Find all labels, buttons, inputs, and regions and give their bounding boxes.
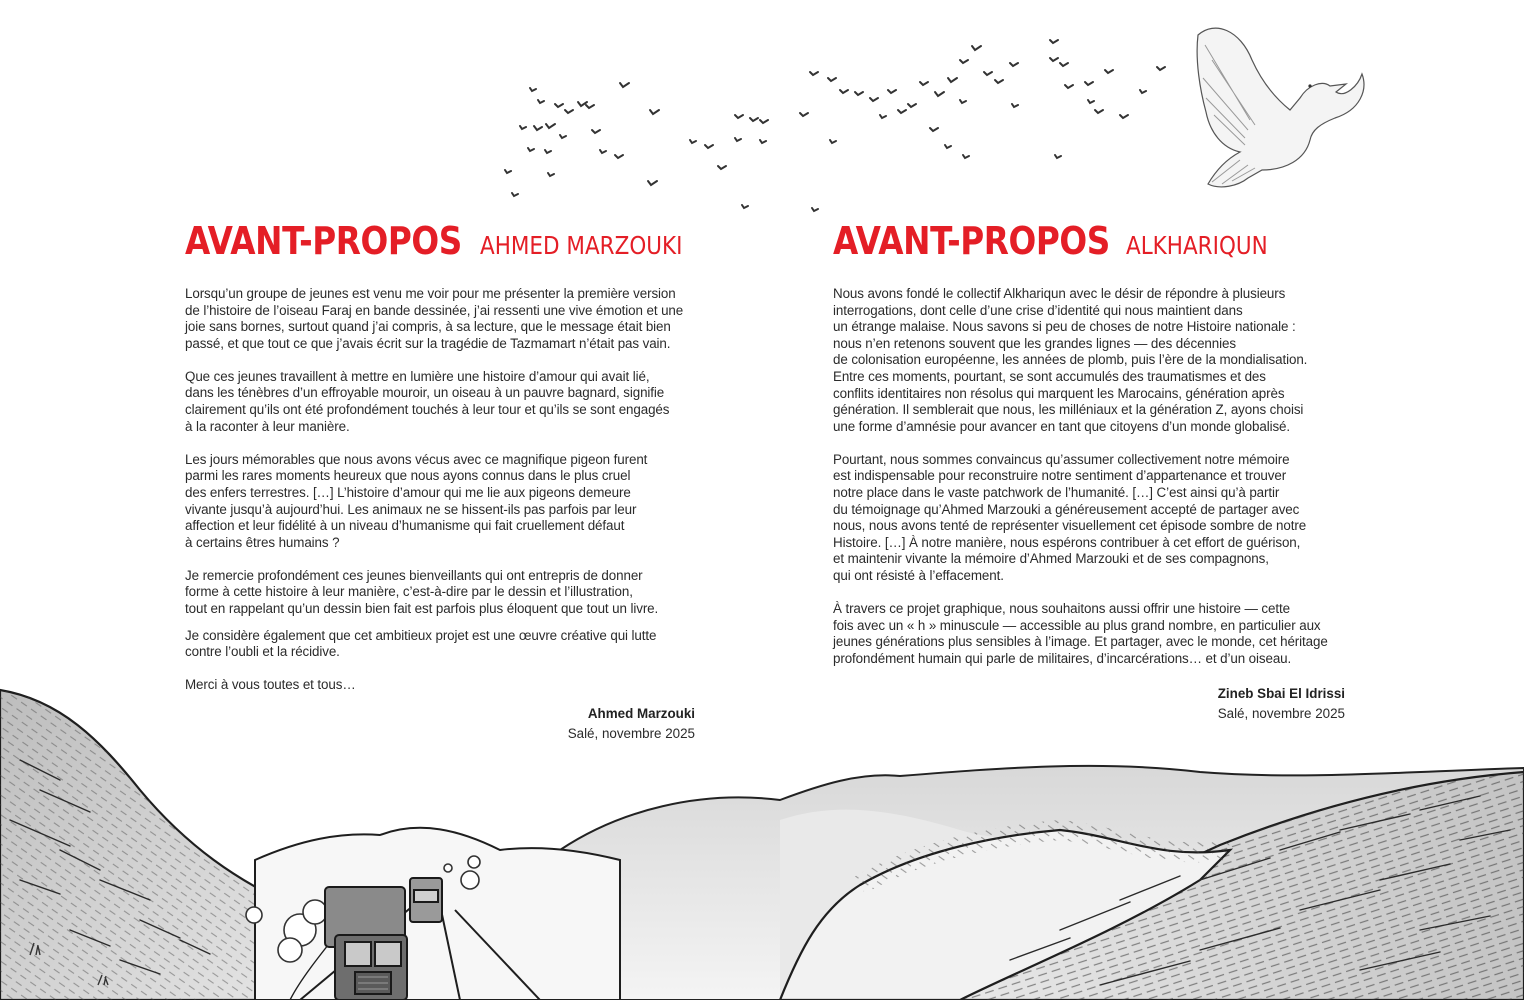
text-line: vivante jusqu’à aujourd’hui. Les animaux ne se hissent-ils pas parfois par leur [185, 501, 637, 517]
text-line: dans les ténèbres d’un effroyable mouroir, un oiseau à un pauvre bagnard, signifie [185, 385, 665, 401]
text-line: interrogations, dont celle d’une crise d’identité qui nous maintient dans [833, 302, 1243, 318]
section-heading [833, 218, 1345, 264]
flock-of-birds-icon [505, 40, 1165, 211]
text-line: est indispensable pour reconstruire notre sentiment d’appartenance et trouver [833, 468, 1287, 484]
foreword-body [185, 286, 695, 744]
text-line: génération. Il semblerait que nous, les milléniaux et la génération Z, ayons choisi [833, 402, 1304, 418]
paragraph [185, 628, 695, 661]
text-line: forme à cette histoire à leur manière, c’est-à-dire par le dessin et l’illustration, [185, 584, 633, 600]
text-line: fois avec un « h » minuscule — accessible au plus grand nombre, en particulier aux [833, 617, 1321, 633]
text-line: du témoignage qu’Ahmed Marzouki a généreusement accepté de partager avec [833, 501, 1300, 517]
text-line: un étrange malaise. Nous savons si peu de choses de notre Histoire nationale : [833, 319, 1296, 335]
text-line: Nous avons fondé le collectif Alkhariqun avec le désir de répondre à plusieurs [833, 286, 1286, 301]
paragraph [185, 677, 695, 694]
text-line: joie sans bornes, surtout quand j’ai compris, à sa lecture, que le message était bien [185, 319, 671, 335]
text-line: À travers ce projet graphique, nous souhaitons aussi offrir une histoire — cette [833, 601, 1290, 617]
paragraph [185, 452, 695, 552]
text-line: contre l’oubli et la récidive. [185, 644, 340, 660]
paragraph [185, 369, 695, 435]
heading-author: AHMED MARZOUKI [479, 231, 683, 260]
paragraph [185, 286, 695, 352]
text-line: Je considère également que cet ambitieux projet est une œuvre créative qui lutte [185, 627, 657, 643]
text-line: Les jours mémorables que nous avons vécus avec ce magnifique pigeon furent [185, 451, 648, 467]
signature-place-date: Salé, novembre 2025 [567, 726, 695, 742]
text-line: de l’histoire de l’oiseau Faraj en bande dessinée, j’ai ressenti une vive émotion et une [185, 302, 684, 318]
paragraph [833, 452, 1345, 585]
text-line: de colonisation européenne, les années de plomb, puis l’ère de la mondialisation. [833, 352, 1308, 368]
heading-main: AVANT-PROPOS [185, 219, 462, 263]
dove-icon [1197, 28, 1364, 187]
text-line: et maintenir vivante la mémoire d’Ahmed Marzouki et de ses compagnons, [833, 551, 1269, 567]
text-line: Histoire. […] À notre manière, nous espérons contribuer à cet effort de guérison, [833, 534, 1301, 550]
text-line: nous, nous avons tenté de représenter visuellement cet épisode sombre de notre [833, 518, 1307, 534]
text-line: Lorsqu’un groupe de jeunes est venu me voir pour me présenter la première version [185, 286, 676, 301]
paragraph [185, 568, 695, 618]
text-line: Je remercie profondément ces jeunes bienveillants qui ont entrepris de donner [185, 567, 643, 583]
text-line: profondément humain qui parle de militaires, d’incarcérations… et d’un oiseau. [833, 650, 1292, 666]
text-line: Merci à vous toutes et tous… [185, 677, 356, 693]
text-line: affection et leur fidélité à un niveau d’humanisme qui fait cruellement défaut [185, 518, 625, 534]
text-line: passé, et que tout ce que j’avais écrit sur la tragédie de Tazmamart n’était pas vain. [185, 335, 671, 351]
text-line: une forme d’amnésie pour avancer en tant que citoyens d’un monde globalisé. [833, 418, 1291, 434]
text-line: tout en rappelant qu’un dessin bien fait est parfois plus éloquent que tout un livre. [185, 601, 659, 616]
text-line: clairement qu’ils ont été profondément touchés à leur tour et qu’ils se sont engagés [185, 402, 670, 418]
foreword-body [833, 286, 1345, 724]
heading-main: AVANT-PROPOS [833, 219, 1110, 263]
text-line: nous n’en retenons souvent que les grandes lignes — des décennies [833, 335, 1236, 351]
text-line: notre place dans le vaste patchwork de l’humanité. […] C’est ainsi qu’à partir [833, 485, 1280, 501]
foreword-alkhariqun [833, 218, 1345, 724]
text-line: jeunes générations plus sensibles à l’image. Et partager, avec le monde, cet héritage [833, 634, 1328, 650]
text-line: conflits identitaires non résolus qui marquent les Marocains, génération après [833, 385, 1285, 401]
section-heading [185, 218, 695, 264]
paragraph [833, 601, 1345, 667]
text-line: des enfers terrestres. […] L’histoire d’amour qui me lie aux pigeons demeure [185, 484, 631, 500]
paragraph [833, 286, 1345, 435]
signature-place-date: Salé, novembre 2025 [1217, 705, 1345, 721]
text-line: parmi les rares moments heureux que nous ayons connus dans le plus cruel [185, 468, 631, 484]
text-line: Entre ces moments, pourtant, se sont accumulés des traumatismes et des [833, 368, 1266, 384]
text-line: à certains êtres humains ? [185, 534, 340, 550]
signature-block [833, 684, 1345, 724]
heading-author: ALKHARIQUN [1125, 231, 1268, 260]
signature-name: Ahmed Marzouki [587, 706, 695, 722]
foreword-ahmed-marzouki [185, 218, 695, 744]
signature-name: Zineb Sbai El Idrissi [1217, 685, 1345, 701]
text-line: à la raconter à leur manière. [185, 418, 350, 434]
text-line: Pourtant, nous sommes convaincus qu’assumer collectivement notre mémoire [833, 451, 1290, 467]
text-line: Que ces jeunes travaillent à mettre en lumière une histoire d’amour qui avait lié, [185, 368, 650, 384]
signature-block [185, 704, 695, 744]
text-line: qui ont résisté à l’effacement. [833, 568, 1004, 583]
